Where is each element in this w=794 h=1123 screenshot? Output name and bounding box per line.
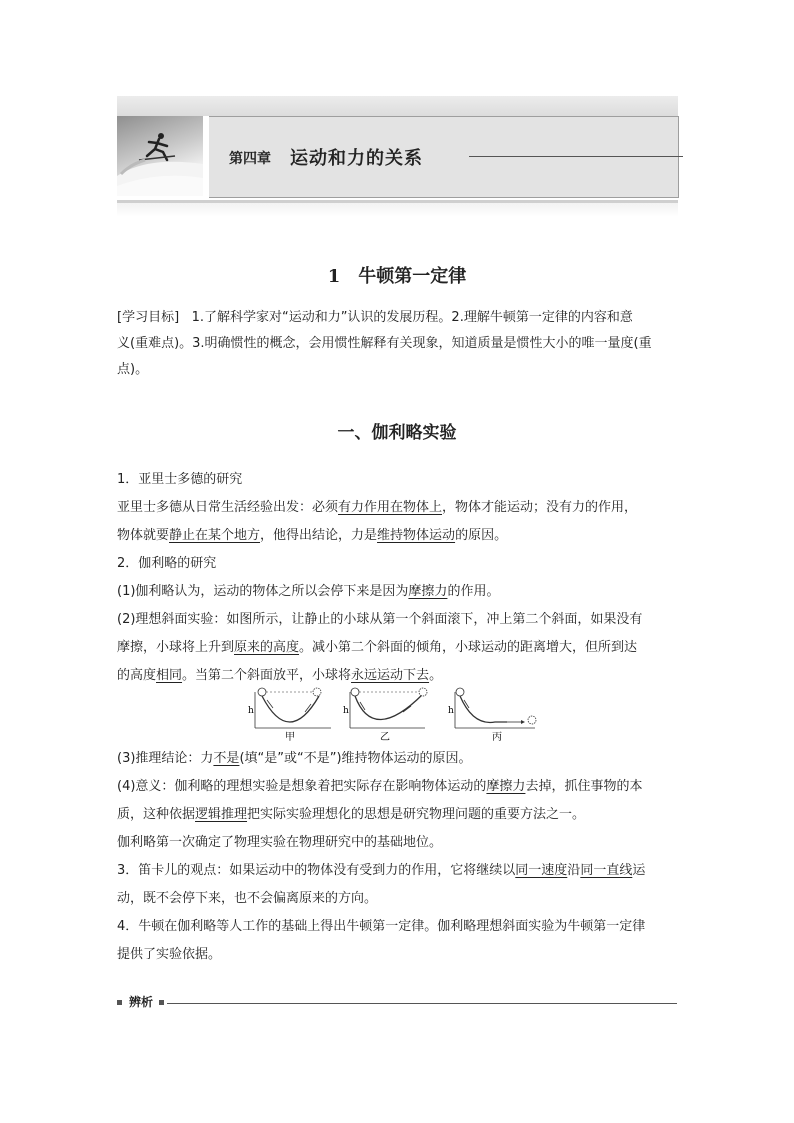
figure-label-jia: 甲 <box>285 732 295 743</box>
text: 把实际实验理想化的思想是研究物理问题的重要方法之一。 <box>247 807 586 822</box>
lesson-number: 1 <box>327 266 341 287</box>
para-significance-1 <box>117 773 678 801</box>
answer-blank: 相同 <box>156 668 183 683</box>
text: 。当第二个斜面放平，小球将 <box>182 668 352 683</box>
text: 的原因。 <box>455 528 508 543</box>
text: 的高度 <box>117 668 157 683</box>
text: 3．笛卡儿的观点：如果运动中的物体没有受到力的作用，它将继续以 <box>117 863 516 878</box>
text: 运 <box>632 863 646 878</box>
text: 摩擦，小球将上升到 <box>117 640 235 655</box>
text: 的作用。 <box>447 584 500 599</box>
para-aristotle-1 <box>117 494 678 522</box>
lesson-title <box>0 262 794 288</box>
answer-blank: 不是 <box>213 751 240 766</box>
incline-diagram-bing <box>448 688 536 743</box>
text: 。减小第二个斜面的倾角，小球运动的距离增大，但所到达 <box>299 640 638 655</box>
text: (4)意义：伽利略的理想实验是想象着把实际存在影响物体运动的 <box>117 779 487 794</box>
heading-aristotle: 1．亚里士多德的研究 <box>117 472 243 487</box>
text: 。 <box>429 668 443 683</box>
square-bullet-icon <box>117 1000 122 1005</box>
para-significance-2 <box>117 801 678 829</box>
height-label: h <box>448 706 454 716</box>
para-newton-2: 提供了实验依据。 <box>117 947 222 962</box>
para-galileo-2a: (2)理想斜面实验：如图所示，让静止的小球从第一个斜面滚下，冲上第二个斜面，如果没有 <box>117 612 643 627</box>
answer-blank: 同一速度 <box>515 863 568 878</box>
chapter-title: 运动和力的关系 <box>290 148 423 169</box>
para-descartes-1 <box>117 857 678 885</box>
answer-blank: 摩擦力 <box>408 584 448 599</box>
incline-diagram-yi <box>343 688 427 743</box>
answer-blank: 逻辑推理 <box>195 807 248 822</box>
text: ，他得出结论，力是 <box>260 528 378 543</box>
objectives-text-1: 1.了解科学家对“运动和力”认识的发展历程。2.理解牛顿第一定律的内容和意 <box>191 310 633 325</box>
heading-galileo: 2．伽利略的研究 <box>117 556 217 571</box>
figure-label-yi: 乙 <box>380 732 390 743</box>
section-title: 一、伽利略实验 <box>337 423 457 443</box>
answer-blank: 静止在某个地方 <box>169 528 261 543</box>
para-galileo-status: 伽利略第一次确定了物理实验在物理研究中的基础地位。 <box>117 835 443 850</box>
para-galileo-2b <box>117 634 678 662</box>
para-aristotle-2 <box>117 522 678 550</box>
objectives-tag: [学习目标] <box>117 310 180 325</box>
text: 质，这种依据 <box>117 807 196 822</box>
text: (填“是”或“不是”)维持物体运动的原因。 <box>239 751 472 766</box>
chapter-title-box <box>209 116 679 198</box>
text: (1)伽利略认为，运动的物体之所以会停下来是因为 <box>117 584 409 599</box>
text: (3)推理结论：力 <box>117 751 214 766</box>
answer-blank: 维持物体运动 <box>377 528 456 543</box>
answer-blank: 有力作用在物体上 <box>338 500 443 515</box>
chapter-label: 第四章 <box>229 151 271 167</box>
learning-objectives <box>117 305 678 383</box>
chapter-banner <box>117 96 678 219</box>
banner-top-band <box>117 96 678 116</box>
para-galileo-1 <box>117 578 678 606</box>
text: ，物体才能运动；没有力的作用， <box>442 500 638 515</box>
answer-blank: 摩擦力 <box>486 779 526 794</box>
objectives-line-1 <box>117 305 678 331</box>
text: 沿 <box>567 863 581 878</box>
bianxi-divider <box>117 993 678 1013</box>
text: 去掉，抓住事物的本 <box>525 779 643 794</box>
skier-photo <box>117 116 203 196</box>
lesson-name: 牛顿第一定律 <box>358 266 467 287</box>
text: 物体就要 <box>117 528 170 543</box>
height-label: h <box>248 706 254 716</box>
height-label: h <box>343 706 349 716</box>
section-body <box>117 466 678 690</box>
para-descartes-2: 动，既不会停下来，也不会偏离原来的方向。 <box>117 891 378 906</box>
incline-experiment-figure <box>245 686 545 742</box>
answer-blank: 原来的高度 <box>234 640 300 655</box>
bianxi-rule <box>167 1003 677 1004</box>
answer-blank: 同一直线 <box>580 863 633 878</box>
objectives-line-3: 点)。 <box>117 362 149 377</box>
square-bullet-icon <box>159 1000 164 1005</box>
chapter-title-rule <box>469 156 683 157</box>
figure-label-bing: 丙 <box>492 732 502 743</box>
para-newton-1: 4．牛顿在伽利略等人工作的基础上得出牛顿第一定律。伽利略理想斜面实验为牛顿第一定律 <box>117 919 646 934</box>
para-conclusion <box>117 745 678 773</box>
answer-blank: 永远运动下去 <box>351 668 430 683</box>
banner-fade <box>117 203 678 217</box>
bianxi-label: 辨析 <box>129 995 154 1009</box>
incline-diagram-jia <box>248 688 331 743</box>
objectives-line-2: 义(重难点)。3.明确惯性的概念，会用惯性解释有关现象，知道质量是惯性大小的唯一量度(重 <box>117 336 652 351</box>
text: 亚里士多德从日常生活经验出发：必须 <box>117 500 339 515</box>
section-body-2 <box>117 745 678 969</box>
